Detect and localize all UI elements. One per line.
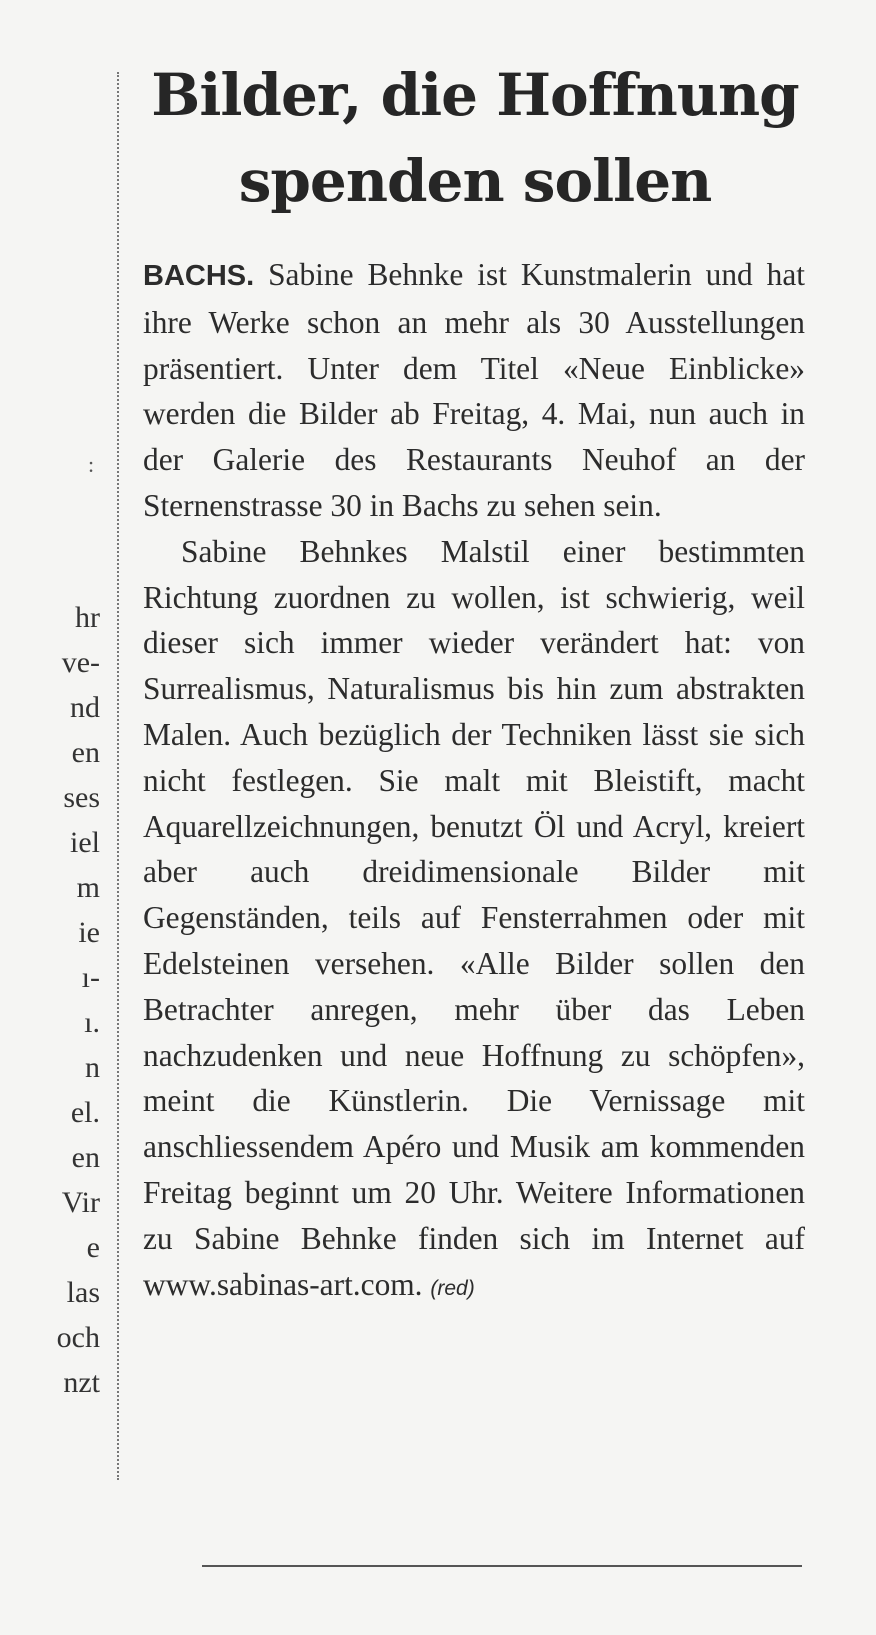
left-fragment: ve-	[61, 646, 100, 679]
headline-line-2: spenden sollen	[238, 147, 712, 215]
left-fragment: n	[85, 1051, 100, 1084]
left-fragment: och	[56, 1321, 100, 1354]
left-fragment: ı-	[81, 961, 100, 994]
article-headline	[140, 52, 810, 224]
author-credit: (red)	[430, 1276, 475, 1300]
left-fragment: en	[71, 736, 100, 769]
dateline: BACHS.	[143, 260, 255, 292]
paragraph-2-text: Sabine Behnkes Malstil einer bestimmten Richtung zuordnen zu wollen, ist schwierig, weil dieser sich immer wieder verändert hat: von Surrealismus, Naturalismus bis hin zum abstrakten Malen. Auch bezüglich der Techniken lässt sie sich nicht festlegen. Sie malt mit Bleistift, macht Aquarellzeichnungen, benutzt Öl und Acryl, kreiert aber auch dreidimensionale Bilder mit Gegenständen, teils auf Fensterrahmen oder mit Edelsteinen versehen. «Alle Bilder sollen den Betrachter anregen, mehr über das Leben nachzudenken und neue Hoffnung zu schöpfen», meint die Künstlerin. Die Vernissage mit anschliessendem Apéro und Musik am kommenden Freitag beginnt um 20 Uhr. Weitere Informationen zu Sabine Behnke finden sich im Internet auf www.sabinas-art.com.	[143, 533, 805, 1302]
left-fragment: iel	[70, 826, 100, 859]
left-fragment: nd	[70, 691, 100, 724]
adjacent-column-fragments	[0, 0, 100, 1635]
paragraph-1-text: Sabine Behnke ist Kunstmalerin und hat ihre Werke schon an mehr als 30 Ausstellungen präsentiert. Unter dem Titel «Neue Einblicke» werden die Bilder ab Freitag, 4. Mai, nun auch in der Galerie des Restaurants Neuhof an der Sternenstrasse 30 in Bachs zu sehen sein.	[143, 257, 805, 523]
left-fragment: ses	[63, 781, 100, 814]
bottom-rule	[202, 1565, 802, 1567]
left-fragment: m	[76, 871, 100, 904]
left-column-colon: :	[88, 452, 95, 477]
paragraph-2	[143, 529, 805, 1312]
paragraph-1	[143, 252, 805, 529]
left-fragment: el.	[70, 1096, 100, 1129]
left-fragment: las	[66, 1276, 100, 1309]
article-body	[143, 252, 805, 1311]
column-divider	[117, 72, 119, 1480]
headline-line-1: Bilder, die Hoffnung	[151, 61, 799, 129]
left-fragment: ı.	[84, 1006, 100, 1039]
left-fragment: nzt	[63, 1366, 100, 1399]
left-fragment: Vir	[61, 1186, 100, 1219]
left-fragment: hr	[75, 601, 100, 634]
left-fragment: e	[86, 1231, 100, 1264]
left-fragment: ie	[78, 916, 100, 949]
left-fragment: en	[71, 1141, 100, 1174]
